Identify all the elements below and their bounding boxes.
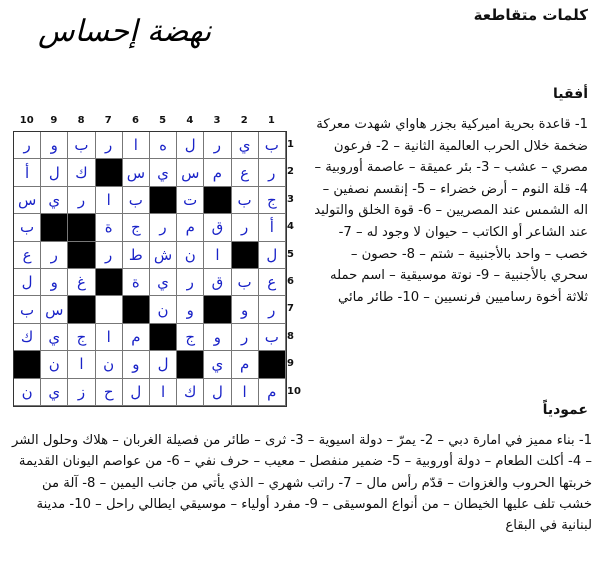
crossword-cell[interactable]: ح <box>96 379 123 406</box>
row-number: 6 <box>287 275 294 287</box>
crossword-cell[interactable]: ج <box>123 214 150 241</box>
crossword-cell[interactable]: ن <box>41 351 68 378</box>
crossword-cell[interactable]: ل <box>177 132 204 159</box>
column-number: 5 <box>159 115 167 126</box>
crossword-cell[interactable]: ي <box>232 132 259 159</box>
row-numbers <box>287 131 303 405</box>
page-title: كلمات متقاطعة <box>473 6 588 24</box>
crossword-cell[interactable]: س <box>41 296 68 323</box>
crossword-cell[interactable]: ب <box>14 296 41 323</box>
crossword-cell[interactable]: و <box>41 269 68 296</box>
crossword-cell[interactable]: ر <box>259 159 286 186</box>
crossword-cell[interactable]: ي <box>41 379 68 406</box>
crossword-cell[interactable]: و <box>123 351 150 378</box>
column-numbers <box>13 115 285 126</box>
across-heading: أفقيا <box>552 86 588 102</box>
crossword-cell[interactable]: ن <box>96 351 123 378</box>
crossword-cell[interactable]: و <box>204 324 231 351</box>
crossword-cell[interactable]: ي <box>150 159 177 186</box>
crossword-cell[interactable]: س <box>14 187 41 214</box>
crossword-cell[interactable]: ه <box>150 132 177 159</box>
row-number: 1 <box>287 139 294 150</box>
crossword-cell[interactable]: ز <box>68 379 95 406</box>
crossword-cell[interactable]: ن <box>150 296 177 323</box>
crossword-black-cell <box>96 159 123 186</box>
crossword-cell[interactable]: ب <box>123 187 150 214</box>
crossword-cell[interactable]: ا <box>96 324 123 351</box>
crossword-black-cell <box>177 351 204 378</box>
crossword-cell[interactable]: ل <box>150 351 177 378</box>
crossword-cell[interactable]: ا <box>204 242 231 269</box>
crossword-cell[interactable]: م <box>232 351 259 378</box>
row-number: 4 <box>287 221 294 233</box>
crossword-cell[interactable]: ي <box>41 187 68 214</box>
crossword-cell[interactable]: ر <box>177 269 204 296</box>
crossword-cell[interactable]: أ <box>259 214 286 241</box>
crossword-cell[interactable]: ل <box>259 242 286 269</box>
row-number: 2 <box>287 166 294 178</box>
column-number: 8 <box>77 115 85 126</box>
crossword-black-cell <box>41 214 68 241</box>
crossword-cell[interactable]: ب <box>68 132 95 159</box>
column-number: 6 <box>131 115 139 126</box>
crossword-cell[interactable]: ر <box>96 132 123 159</box>
column-number: 7 <box>104 115 112 126</box>
crossword-cell[interactable]: ي <box>41 324 68 351</box>
crossword-board <box>7 115 307 410</box>
crossword-cell[interactable]: ب <box>232 269 259 296</box>
crossword-cell[interactable]: ك <box>177 379 204 406</box>
crossword-cell[interactable]: ع <box>259 269 286 296</box>
crossword-black-cell <box>68 242 95 269</box>
row-number: 9 <box>287 358 294 370</box>
crossword-cell[interactable]: ب <box>232 187 259 214</box>
crossword-cell[interactable]: ج <box>68 324 95 351</box>
crossword-cell[interactable]: ل <box>123 379 150 406</box>
crossword-cell[interactable]: ر <box>41 242 68 269</box>
crossword-cell[interactable]: أ <box>14 159 41 186</box>
crossword-cell[interactable]: غ <box>68 269 95 296</box>
crossword-cell[interactable]: ق <box>204 214 231 241</box>
crossword-cell[interactable]: ا <box>68 351 95 378</box>
crossword-cell[interactable]: و <box>232 296 259 323</box>
crossword-cell[interactable]: ا <box>150 379 177 406</box>
column-number: 2 <box>240 115 248 126</box>
crossword-cell[interactable]: ل <box>14 269 41 296</box>
crossword-black-cell <box>68 214 95 241</box>
column-number: 9 <box>50 115 58 126</box>
crossword-cell[interactable]: ب <box>259 324 286 351</box>
column-number: 3 <box>213 115 221 126</box>
row-number: 10 <box>287 385 301 397</box>
site-logo: نهضة إحساس <box>38 14 212 49</box>
crossword-cell[interactable]: ط <box>123 242 150 269</box>
crossword-cell[interactable]: ا <box>96 187 123 214</box>
crossword-cell[interactable]: ي <box>204 351 231 378</box>
crossword-cell[interactable] <box>96 296 123 323</box>
row-number: 7 <box>287 303 294 315</box>
crossword-cell[interactable]: ة <box>96 214 123 241</box>
row-number: 5 <box>287 248 294 260</box>
crossword-cell[interactable]: س <box>123 159 150 186</box>
crossword-cell[interactable]: ة <box>123 269 150 296</box>
crossword-cell[interactable]: و <box>177 296 204 323</box>
row-number: 8 <box>287 330 294 342</box>
crossword-cell[interactable]: ب <box>14 214 41 241</box>
crossword-cell[interactable]: م <box>204 159 231 186</box>
crossword-cell[interactable]: ك <box>14 324 41 351</box>
crossword-cell[interactable]: ج <box>259 187 286 214</box>
crossword-black-cell <box>232 242 259 269</box>
crossword-cell[interactable]: ع <box>14 242 41 269</box>
crossword-grid <box>13 131 287 407</box>
crossword-cell[interactable]: ر <box>204 132 231 159</box>
across-clues: 1- قاعدة بحرية اميركية بجزر هاواي شهدت معركة ضخمة خلال الحرب العالمية الثانية – 2- فرعون مصري – عشب – 3- بئر عميقة – عاصمة أوروبية – 4- قلة النوم – أرض خضراء – 5- إنقسم نصفين – اله الشمس عند المصريين – 6- قوة الخلق والتوليد عند الشاعر أو الكاتب – حيوان لا وجود له – 7- خصب – واحد بالأجنبية – شتم – 8- حصون – سحري بالأجنبية – 9- نوتة موسيقية – اسم حمله ثلاثة أخوة رساميين فرنسيين – 10- طائر مائي <box>314 117 588 305</box>
crossword-black-cell <box>204 187 231 214</box>
crossword-cell[interactable]: ر <box>68 187 95 214</box>
crossword-black-cell <box>96 269 123 296</box>
crossword-cell[interactable]: ك <box>68 159 95 186</box>
crossword-cell[interactable]: ت <box>177 187 204 214</box>
crossword-cell[interactable]: ر <box>150 214 177 241</box>
crossword-cell[interactable]: ش <box>150 242 177 269</box>
crossword-cell[interactable]: ن <box>177 242 204 269</box>
column-number: 4 <box>186 115 194 126</box>
crossword-cell[interactable]: ر <box>96 242 123 269</box>
crossword-cell[interactable]: ر <box>232 324 259 351</box>
crossword-black-cell <box>150 324 177 351</box>
crossword-cell[interactable]: ق <box>204 269 231 296</box>
crossword-cell[interactable]: ا <box>232 379 259 406</box>
down-heading: عمودياً <box>542 402 588 418</box>
crossword-black-cell <box>68 296 95 323</box>
crossword-black-cell <box>14 351 41 378</box>
crossword-cell[interactable]: ل <box>41 159 68 186</box>
down-clues: 1- بناء مميز في امارة دبي – 2- يمرّ – دولة اسيوية – 3- ثرى – طائر من فصيلة الغربان – هلاك وحلول الشر – 4- أكلت الطعام – دولة أوروبية – 5- ضمير منفصل – معيب – حرف نفي – 6- من عواصم اليونان القديمة خربتها الحروب والغزوات – قدّم رأس مال – 7- راتب شهري – الذي يأتي من جانب اليمين – 8- آلة من خشب تلف عليها الخيطان – من أنواع الموسيقى – 9- مفرد أولياء – موسيقي ايطالي راحل – 10- مدينة لبنانية في البقاع <box>11 433 592 534</box>
crossword-cell[interactable]: ج <box>177 324 204 351</box>
crossword-cell[interactable]: م <box>259 379 286 406</box>
crossword-cell[interactable]: م <box>177 214 204 241</box>
crossword-cell[interactable]: ن <box>14 379 41 406</box>
row-number: 3 <box>287 193 294 205</box>
crossword-cell[interactable]: ع <box>232 159 259 186</box>
crossword-cell[interactable]: ب <box>259 132 286 159</box>
crossword-cell[interactable]: ر <box>259 296 286 323</box>
crossword-cell[interactable]: م <box>123 324 150 351</box>
crossword-black-cell <box>259 351 286 378</box>
crossword-cell[interactable]: ل <box>204 379 231 406</box>
crossword-cell[interactable]: ر <box>14 132 41 159</box>
crossword-black-cell <box>150 187 177 214</box>
crossword-black-cell <box>204 296 231 323</box>
crossword-cell[interactable]: ا <box>123 132 150 159</box>
column-number: 1 <box>267 115 275 126</box>
crossword-cell[interactable]: ي <box>150 269 177 296</box>
crossword-cell[interactable]: ر <box>232 214 259 241</box>
crossword-cell[interactable]: و <box>41 132 68 159</box>
column-number: 10 <box>19 115 34 126</box>
crossword-black-cell <box>123 296 150 323</box>
crossword-cell[interactable]: س <box>177 159 204 186</box>
